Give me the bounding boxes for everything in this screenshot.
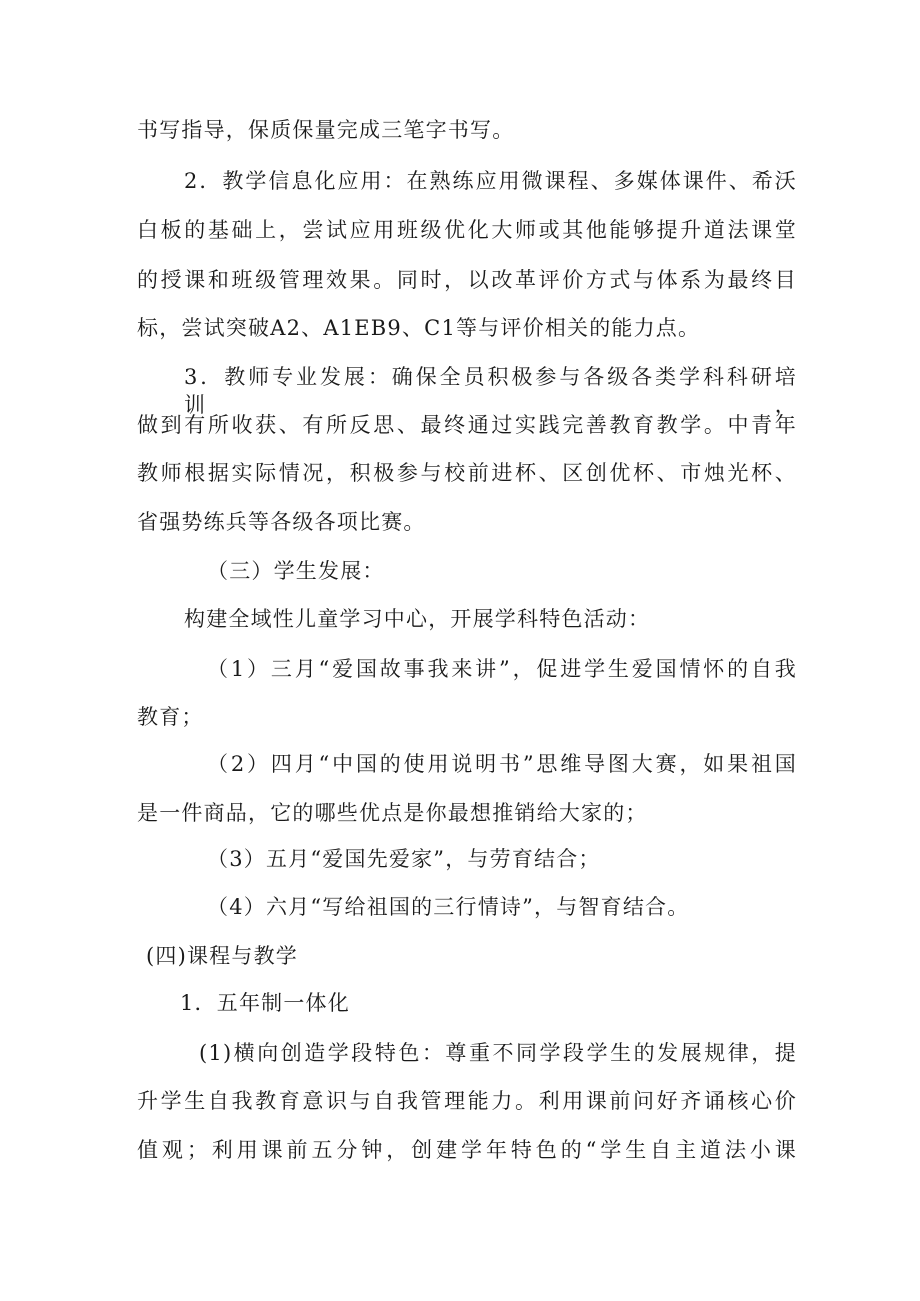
text-line: 构建全域性儿童学习中心，开展学科特色活动： <box>184 607 651 631</box>
text-line: 书写指导，保质保量完成三笔字书写。 <box>137 118 515 142</box>
section-heading: (四)课程与教学 <box>146 944 298 968</box>
text-line: 3．教师专业发展：确保全员积极参与各级各类学科科研培训， <box>184 365 797 417</box>
text-line: 2．教学信息化应用：在熟练应用微课程、多媒体课件、希沃 <box>184 169 797 193</box>
text-line: 做到有所收获、有所反思、最终通过实践完善教育教学。中青年 <box>137 413 797 437</box>
text-line: 白板的基础上，尝试应用班级优化大师或其他能够提升道法课堂 <box>137 218 797 242</box>
text-line: (1)横向创造学段特色：尊重不同学段学生的发展规律，提 <box>199 1041 797 1065</box>
text-line: 教师根据实际情况，积极参与校前进杯、区创优杯、市烛光杯、 <box>137 461 797 485</box>
text-line: 省强势练兵等各级各项比赛。 <box>137 510 426 534</box>
text-line: 教育； <box>137 705 204 729</box>
text-line: 标，尝试突破A2、A1EB9、C1等与评价相关的能力点。 <box>137 316 701 340</box>
list-item: （1）三月“爱国故事我来讲”，促进学生爱国情怀的自我 <box>207 657 797 681</box>
text-line: 是一件商品，它的哪些优点是你最想推销给大家的； <box>137 801 648 825</box>
subsection-heading: 1．五年制一体化 <box>180 991 350 1015</box>
section-heading: （三）学生发展： <box>207 559 385 583</box>
text-line: 的授课和班级管理效果。同时，以改革评价方式与体系为最终目 <box>137 268 797 292</box>
list-item: （4）六月“写给祖国的三行情诗”，与智育结合。 <box>207 895 690 919</box>
list-item: （2）四月“中国的使用说明书”思维导图大赛，如果祖国 <box>207 752 797 776</box>
text-line: 升学生自我教育意识与自我管理能力。利用课前问好齐诵核心价 <box>137 1089 797 1113</box>
list-item: （3）五月“爱国先爱家”，与劳育结合； <box>207 847 601 871</box>
text-line: 值观；利用课前五分钟，创建学年特色的“学生自主道法小课 <box>137 1138 797 1162</box>
